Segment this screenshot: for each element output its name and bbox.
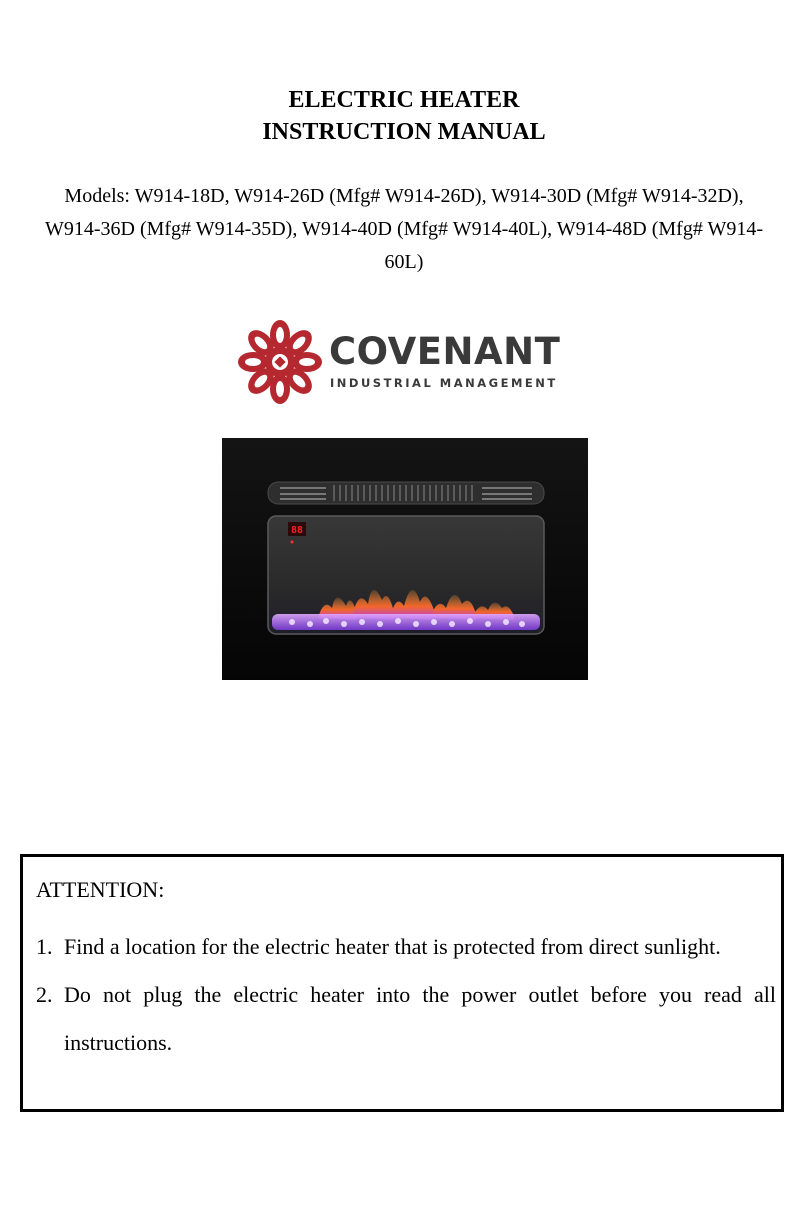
covenant-logo [236, 318, 566, 406]
logo-tagline: INDUSTRIAL MANAGEMENT [330, 376, 558, 390]
title-line-2: INSTRUCTION MANUAL [262, 119, 546, 145]
models-list: Models: W914-18D, W914-26D (Mfg# W914-26D), W914-30D (Mfg# W914-32D), W914-36D (Mfg# W914-35D), W914-40D (Mfg# W914-40L), W914-48D (Mfg# W914-60L) [44, 185, 764, 273]
attention-list [36, 923, 776, 1067]
list-item [36, 923, 776, 971]
title-line-1: ELECTRIC HEATER [288, 87, 520, 113]
attention-box [20, 854, 784, 1112]
list-item-text: Do not plug the electric heater into the power outlet before you read all instructions. [64, 982, 776, 1055]
list-item-number: 2. [36, 982, 53, 1007]
logo-brand-name: COVENANT [329, 330, 561, 373]
flower-icon [236, 318, 324, 406]
electric-fireplace-image [222, 438, 588, 685]
panel-display-digits: 88 [290, 525, 304, 536]
attention-title: ATTENTION: [36, 877, 165, 902]
list-item [36, 971, 776, 1067]
list-item-text: Find a location for the electric heater that is protected from direct sunlight. [64, 934, 721, 959]
list-item-number: 1. [36, 934, 53, 959]
document-title [0, 84, 808, 148]
